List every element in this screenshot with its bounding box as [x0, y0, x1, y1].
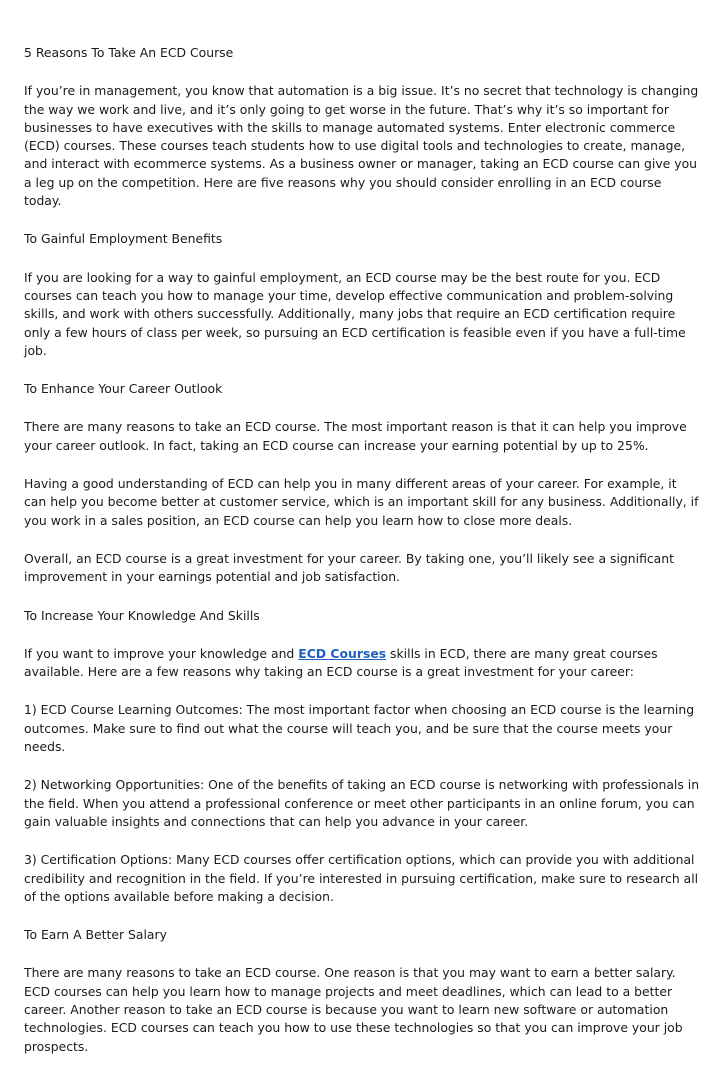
section-heading-knowledge-skills: To Increase Your Knowledge And Skills [24, 607, 260, 623]
list-item: 1) ECD Course Learning Outcomes: The most important factor when choosing an ECD course is the learning outcomes. Make sure to find out what the course will teach you, and be sure that the course meets your needs. [24, 702, 695, 755]
ecd-courses-link[interactable]: ECD Courses [298, 645, 387, 661]
paragraph: If you are looking for a way to gainful employment, an ECD course may be the best route for you. ECD courses can teach you how to manage your time, develop effective communication and problem-solving skills, and work with others successfully. Additionally, many jobs that require an ECD certification require only a few hours of class per week, so pursuing an ECD certification is feasible even if you have a full-time job. [24, 269, 686, 358]
list-item: 2) Networking Opportunities: One of the benefits of taking an ECD course is networking with professionals in the field. When you attend a professional conference or meet other participants in an online forum, you can gain valuable insights and connections that can help you advance in your career. [24, 777, 700, 829]
document-body [24, 44, 700, 1076]
paragraph: There are many reasons to take an ECD course. The most important reason is that it can help you improve your career outlook. In fact, taking an ECD course can increase your earning potential by up to 25%. [24, 419, 687, 453]
intro-paragraph: If you’re in management, you know that automation is a big issue. It’s no secret that technology is changing the way we work and live, and it’s only going to get worse in the future. That’s why it’s so important for businesses to have executives with the skills to manage automated systems. Enter electronic commerce (ECD) courses. These courses teach students how to use digital tools and technologies to create, manage, and interact with ecommerce systems. As a business owner or manager, taking an ECD course can give you a leg up on the competition. Here are five reasons why you should consider enrolling in an ECD course today. [24, 83, 699, 209]
paragraph: Overall, an ECD course is a great investment for your career. By taking one, you’ll likely see a significant improvement in your earnings potential and job satisfaction. [24, 550, 674, 585]
document-title: 5 Reasons To Take An ECD Course [24, 45, 234, 60]
section-heading-career-outlook: To Enhance Your Career Outlook [24, 381, 223, 397]
list-item: 3) Certification Options: Many ECD courses offer certification options, which can provide you with additional credibility and recognition in the field. If you’re interested in pursuing certification, make sure to research all of the options available before making a decision. [24, 852, 699, 904]
section-heading-salary: To Earn A Better Salary [24, 927, 167, 943]
link-paragraph-text-before: If you want to improve your knowledge and [24, 645, 299, 661]
paragraph: There are many reasons to take an ECD course. One reason is that you may want to earn a better salary. ECD courses can help you learn how to manage projects and meet deadlines, which can lead to a better career. Another reason to take an ECD course is because you want to learn new software or automation technologies. ECD courses can teach you how to use these technologies so that you can improve your job prospects. [24, 965, 683, 1054]
paragraph: Having a good understanding of ECD can help you in many different areas of your career. For example, it can help you become better at customer service, which is an important skill for any business. Additionally, if you work in a sales position, an ECD course can help you learn how to close more deals. [24, 476, 699, 528]
paragraph-with-link [24, 645, 700, 682]
section-heading-employment: To Gainful Employment Benefits [24, 231, 223, 247]
link-paragraph-text-after: skills in ECD, there are many great courses available. Here are a few reasons why taking an ECD course is a great investment for your career: [24, 645, 658, 680]
